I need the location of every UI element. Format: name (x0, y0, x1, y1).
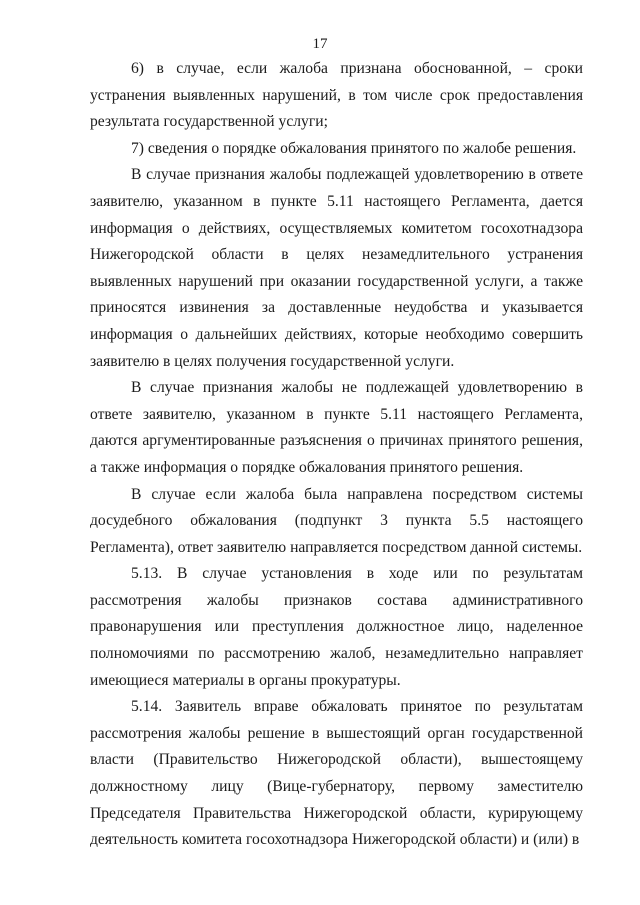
paragraph-complaint-satisfied: В случае признания жалобы подлежащей удовлетворению в ответе заявителю, указанном в пункте 5.11 настоящего Регламента, дается информация о действиях, осуществляемых комитетом госохотнадзора Нижегородской области в целях незамедлительного устранения выявленных нарушений при оказании государственной услуги, а также приносятся извинения за доставленные неудобства и указывается информация о дальнейших действиях, которые необходимо совершить заявителю в целях получения государственной услуги. (90, 166, 583, 370)
paragraph-section-5-13: 5.13. В случае установления в ходе или по результатам рассмотрения жалобы признаков состава административного правонарушения или преступления должностное лицо, наделенное полномочиями по рассмотрению жалоб, незамедлительно направляет имеющиеся материалы в органы прокуратуры. (90, 565, 583, 689)
page-number: 17 (312, 36, 328, 52)
paragraph-section-5-14: 5.14. Заявитель вправе обжаловать принятое по результатам рассмотрения жалобы решение в вышестоящий орган государственной власти (Правительство Нижегородской области), вышестоящему должностному лицу (Вице-губернатору, первому заместителю Председателя Правительства Нижегородской области, курирующему деятельность комитета госохотнадзора Нижегородской области) и (или) в (90, 698, 583, 849)
paragraph-pretrial-system: В случае если жалоба была направлена посредством системы досудебного обжалования (подпункт 3 пункта 5.5 настоящего Регламента), ответ заявителю направляется посредством данной системы. (90, 485, 583, 556)
paragraph-item-6-outcome: 6) в случае, если жалоба признана обоснованной, – сроки устранения выявленных нарушений, в том числе срок предоставления результата государственной услуги; (90, 60, 583, 131)
document-body (90, 56, 583, 854)
paragraph-complaint-rejected: В случае признания жалобы не подлежащей удовлетворению в ответе заявителю, указанном в пункте 5.11 настоящего Регламента, даются аргументированные разъяснения о причинах принятого решения, а также информация о порядке обжалования принятого решения. (90, 379, 583, 476)
paragraph-item-7-appeal-info: 7) сведения о порядке обжалования принятого по жалобе решения. (131, 139, 577, 157)
